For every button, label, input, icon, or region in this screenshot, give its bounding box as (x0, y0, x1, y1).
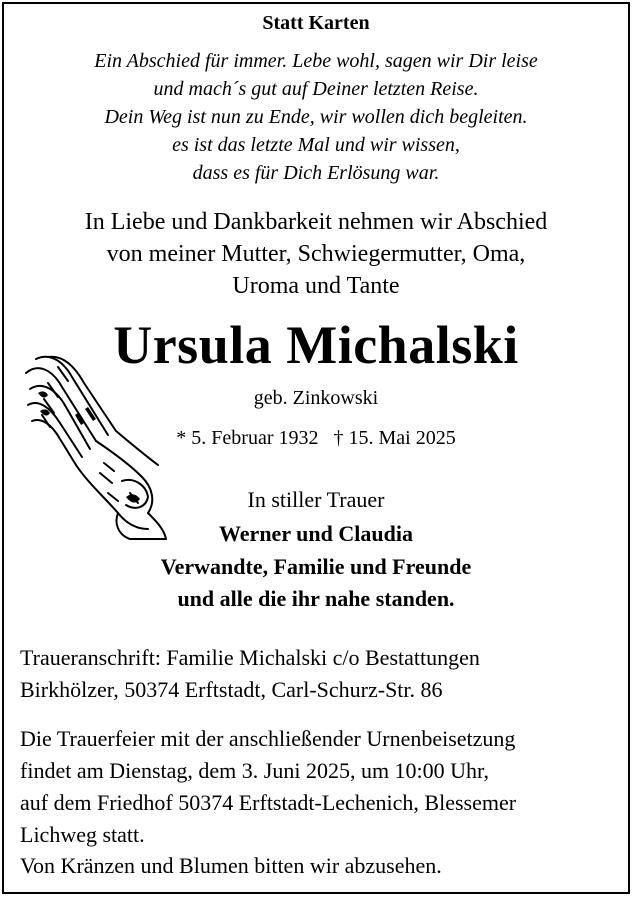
address-line: Traueranschrift: Familie Michalski c/o Bestattungen (20, 645, 480, 670)
poem-line: und mach´s gut auf Deiner letzten Reise. (153, 78, 479, 100)
intro-line: In Liebe und Dankbarkeit nehmen wir Abschied (84, 209, 548, 235)
mourner-line: und alle die ihr nahe standen. (177, 586, 455, 611)
intro-line: von meiner Mutter, Schwiegermutter, Oma, (106, 241, 526, 267)
birth-name: geb. Zinkowski (253, 387, 379, 409)
life-dates: * 5. Februar 1932 † 15. Mai 2025 (176, 427, 456, 449)
deceased-name: Ursula Michalski (113, 315, 519, 375)
poem-line: Dein Weg ist nun zu Ende, wir wollen dich begleiten. (104, 106, 528, 128)
closing-request: Von Kränzen und Blumen bitten wir abzusehen. (20, 853, 442, 878)
poem-line: dass es für Dich Erlösung war. (192, 162, 440, 184)
funeral-info-line: auf dem Friedhof 50374 Erftstadt-Lechenich, Blessemer (20, 790, 517, 815)
poem-line: Ein Abschied für immer. Lebe wohl, sagen wir Dir leise (94, 50, 538, 72)
poem-line: es ist das letzte Mal und wir wissen, (172, 134, 460, 156)
mourner-line: Verwandte, Familie und Freunde (160, 554, 472, 579)
intro-line: Uroma und Tante (232, 273, 400, 299)
mourning-intro: In stiller Trauer (247, 487, 385, 512)
mourner-line: Werner und Claudia (219, 521, 413, 546)
notice-heading: Statt Karten (262, 12, 370, 34)
funeral-info-line: findet am Dienstag, dem 3. Juni 2025, um 10:00 Uhr, (20, 758, 490, 783)
address-line: Birkhölzer, 50374 Erftstadt, Carl-Schurz-Str. 86 (20, 677, 443, 702)
obituary-notice (2, 2, 630, 894)
funeral-info-line: Lichweg statt. (20, 822, 145, 847)
funeral-info-line: Die Trauerfeier mit der anschließender Urnenbeisetzung (20, 726, 516, 751)
